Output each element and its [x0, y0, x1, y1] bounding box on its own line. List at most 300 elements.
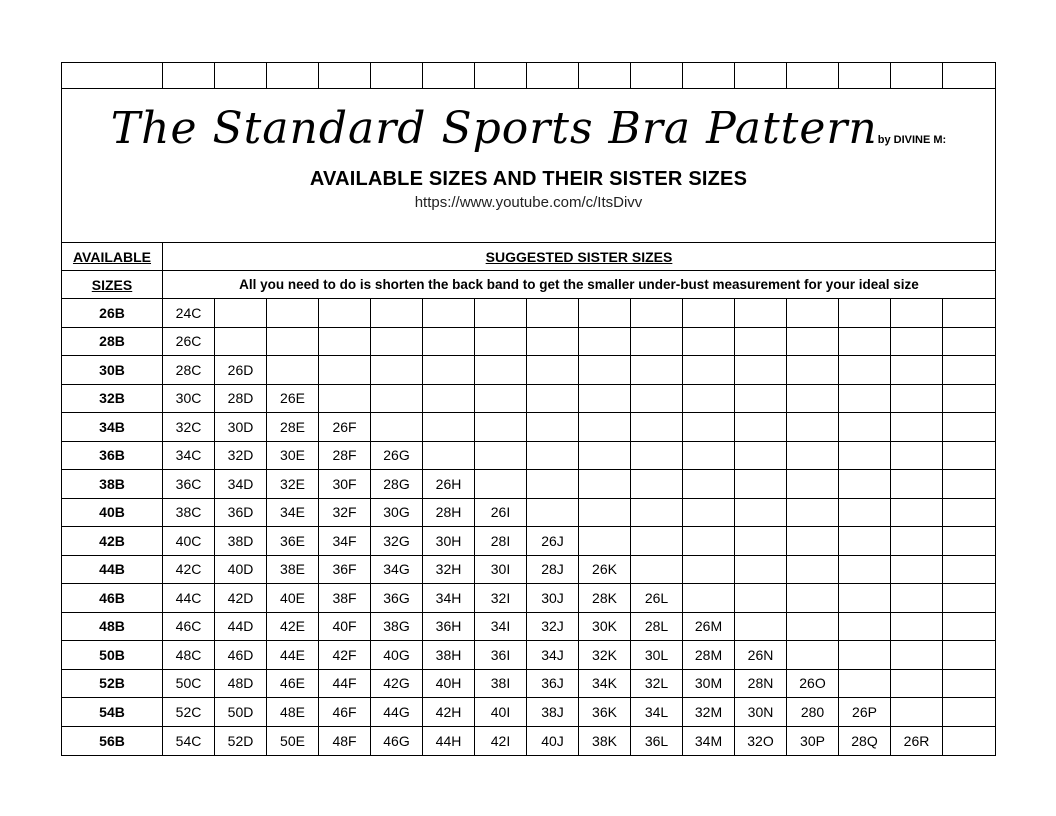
empty-cell [943, 385, 995, 413]
empty-cell [943, 413, 995, 441]
empty-cell [891, 356, 943, 384]
empty-cell [891, 641, 943, 669]
empty-cell [215, 299, 267, 327]
sister-size-cell: 28K [579, 584, 631, 612]
sister-size-cell: 26E [267, 385, 319, 413]
empty-cell [579, 328, 631, 356]
available-size-cell: 46B [62, 584, 163, 612]
empty-cell [631, 499, 683, 527]
empty-cell [891, 470, 943, 498]
sister-size-cell: 52C [163, 698, 215, 726]
empty-cell [787, 527, 839, 555]
empty-cell [891, 385, 943, 413]
available-size-cell: 54B [62, 698, 163, 726]
empty-cell [943, 641, 995, 669]
sister-size-cell: 42C [163, 556, 215, 584]
sister-size-cell: 32M [683, 698, 735, 726]
empty-cell [891, 299, 943, 327]
sister-size-cell: 26R [891, 727, 943, 756]
sister-size-cell: 36E [267, 527, 319, 555]
top-grid-row [62, 63, 995, 89]
empty-cell [735, 499, 787, 527]
empty-cell [319, 385, 371, 413]
empty-cell [839, 328, 891, 356]
empty-cell [475, 442, 527, 470]
empty-cell [475, 413, 527, 441]
empty-cell [735, 613, 787, 641]
sister-size-cell: 34C [163, 442, 215, 470]
empty-cell [735, 470, 787, 498]
sister-size-cell: 48D [215, 670, 267, 698]
empty-cell [787, 556, 839, 584]
sister-size-cell: 34D [215, 470, 267, 498]
empty-cell [631, 470, 683, 498]
sister-size-cell: 44C [163, 584, 215, 612]
sister-size-cell: 46D [215, 641, 267, 669]
sister-size-cell: 36C [163, 470, 215, 498]
sister-size-cell: 26O [787, 670, 839, 698]
empty-cell [631, 556, 683, 584]
page-title-text: The Standard Sports Bra Pattern [110, 103, 878, 154]
sister-size-cell: 32L [631, 670, 683, 698]
sister-size-cell: 32G [371, 527, 423, 555]
sister-size-cell: 46C [163, 613, 215, 641]
sister-size-cell: 46G [371, 727, 423, 756]
table-header-row-2 [62, 271, 995, 299]
sizes-header-cell [62, 271, 163, 298]
top-grid-cell [735, 63, 787, 88]
sister-size-cell: 26N [735, 641, 787, 669]
empty-cell [527, 442, 579, 470]
available-size-cell: 32B [62, 385, 163, 413]
sister-size-cell: 44E [267, 641, 319, 669]
empty-cell [891, 527, 943, 555]
empty-cell [423, 328, 475, 356]
table-row [62, 385, 995, 414]
top-grid-cell [527, 63, 579, 88]
empty-cell [631, 356, 683, 384]
empty-cell [735, 584, 787, 612]
sister-size-cell: 38C [163, 499, 215, 527]
sister-size-cell: 40I [475, 698, 527, 726]
empty-cell [735, 442, 787, 470]
empty-cell [787, 442, 839, 470]
available-size-cell: 34B [62, 413, 163, 441]
sister-size-cell: 32E [267, 470, 319, 498]
sister-size-cell: 50C [163, 670, 215, 698]
sister-size-cell: 50E [267, 727, 319, 756]
empty-cell [683, 356, 735, 384]
table-row [62, 727, 995, 756]
empty-cell [891, 499, 943, 527]
empty-cell [631, 385, 683, 413]
top-grid-cell [839, 63, 891, 88]
empty-cell [839, 499, 891, 527]
empty-cell [683, 299, 735, 327]
document-sheet [61, 62, 996, 756]
sister-size-cell: 30L [631, 641, 683, 669]
empty-cell [839, 299, 891, 327]
empty-cell [683, 556, 735, 584]
sister-size-cell: 32H [423, 556, 475, 584]
top-grid-cell [475, 63, 527, 88]
sister-size-cell: 28C [163, 356, 215, 384]
empty-cell [423, 413, 475, 441]
sister-size-cell: 48E [267, 698, 319, 726]
empty-cell [423, 442, 475, 470]
sister-size-cell: 40C [163, 527, 215, 555]
empty-cell [267, 299, 319, 327]
top-grid-cell [579, 63, 631, 88]
top-grid-cell [215, 63, 267, 88]
empty-cell [371, 413, 423, 441]
sister-size-cell: 30H [423, 527, 475, 555]
empty-cell [423, 356, 475, 384]
empty-cell [683, 584, 735, 612]
empty-cell [527, 499, 579, 527]
page-subtitle: AVAILABLE SIZES AND THEIR SISTER SIZES [309, 168, 748, 190]
empty-cell [943, 328, 995, 356]
sister-size-cell: 36F [319, 556, 371, 584]
empty-cell [735, 527, 787, 555]
sister-size-cell: 30K [579, 613, 631, 641]
sister-size-cell: 32J [527, 613, 579, 641]
empty-cell [579, 385, 631, 413]
empty-cell [683, 470, 735, 498]
sister-size-cell: 28H [423, 499, 475, 527]
sister-size-cell: 30M [683, 670, 735, 698]
empty-cell [579, 356, 631, 384]
empty-cell [943, 698, 995, 726]
empty-cell [475, 356, 527, 384]
sister-size-cell: 36J [527, 670, 579, 698]
sister-size-cell: 26F [319, 413, 371, 441]
empty-cell [891, 328, 943, 356]
empty-cell [839, 556, 891, 584]
empty-cell [527, 413, 579, 441]
sister-size-cell: 26K [579, 556, 631, 584]
empty-cell [891, 670, 943, 698]
available-size-cell: 40B [62, 499, 163, 527]
sister-size-cell: 32O [735, 727, 787, 756]
sister-size-cell: 34E [267, 499, 319, 527]
sister-size-cell: 30C [163, 385, 215, 413]
empty-cell [735, 413, 787, 441]
sister-size-cell: 28J [527, 556, 579, 584]
empty-cell [787, 499, 839, 527]
empty-cell [423, 299, 475, 327]
empty-cell [319, 299, 371, 327]
sister-size-cell: 28Q [839, 727, 891, 756]
sister-size-cell: 26D [215, 356, 267, 384]
empty-cell [735, 385, 787, 413]
top-grid-cell [371, 63, 423, 88]
table-header-row-1 [62, 243, 995, 271]
empty-cell [839, 470, 891, 498]
sister-size-cell: 36D [215, 499, 267, 527]
table-row [62, 613, 995, 642]
available-size-cell: 56B [62, 727, 163, 756]
sister-size-cell: 26P [839, 698, 891, 726]
empty-cell [787, 470, 839, 498]
empty-cell [735, 556, 787, 584]
empty-cell [319, 356, 371, 384]
available-size-cell: 48B [62, 613, 163, 641]
sister-size-cell: 38I [475, 670, 527, 698]
empty-cell [891, 413, 943, 441]
empty-cell [839, 356, 891, 384]
empty-cell [787, 328, 839, 356]
sister-size-cell: 40F [319, 613, 371, 641]
sizes-header-label: SIZES [91, 276, 133, 293]
empty-cell [891, 442, 943, 470]
top-grid-cell [787, 63, 839, 88]
empty-cell [683, 527, 735, 555]
sister-size-cell: 38H [423, 641, 475, 669]
empty-cell [215, 328, 267, 356]
empty-cell [943, 499, 995, 527]
table-row [62, 527, 995, 556]
top-grid-cell [163, 63, 215, 88]
sister-size-cell: 34G [371, 556, 423, 584]
empty-cell [943, 299, 995, 327]
available-size-cell: 38B [62, 470, 163, 498]
sister-size-cell: 28N [735, 670, 787, 698]
sister-size-cell: 34M [683, 727, 735, 756]
empty-cell [631, 299, 683, 327]
top-grid-cell [683, 63, 735, 88]
empty-cell [475, 328, 527, 356]
top-grid-cell [943, 63, 995, 88]
table-row [62, 556, 995, 585]
sister-size-cell: 24C [163, 299, 215, 327]
sister-size-cell: 26L [631, 584, 683, 612]
sister-size-cell: 30I [475, 556, 527, 584]
table-row [62, 499, 995, 528]
empty-cell [683, 328, 735, 356]
empty-cell [475, 385, 527, 413]
empty-cell [371, 356, 423, 384]
sister-size-cell: 26H [423, 470, 475, 498]
sister-size-cell: 42G [371, 670, 423, 698]
available-header-cell [62, 243, 163, 270]
empty-cell [631, 527, 683, 555]
empty-cell [943, 670, 995, 698]
sister-size-cell: 26C [163, 328, 215, 356]
sister-size-cell: 36L [631, 727, 683, 756]
empty-cell [267, 356, 319, 384]
sister-size-cell: 34K [579, 670, 631, 698]
table-row [62, 698, 995, 727]
empty-cell [787, 299, 839, 327]
sister-size-cell: 36I [475, 641, 527, 669]
title-box [62, 89, 995, 243]
sister-size-cell: 28F [319, 442, 371, 470]
empty-cell [527, 385, 579, 413]
available-size-cell: 52B [62, 670, 163, 698]
sister-size-cell: 30D [215, 413, 267, 441]
empty-cell [579, 527, 631, 555]
empty-cell [787, 641, 839, 669]
table-row [62, 299, 995, 328]
sister-size-cell: 34H [423, 584, 475, 612]
empty-cell [839, 413, 891, 441]
available-size-cell: 44B [62, 556, 163, 584]
empty-cell [839, 527, 891, 555]
sister-size-cell: 42E [267, 613, 319, 641]
top-grid-cell [423, 63, 475, 88]
sister-size-cell: 40G [371, 641, 423, 669]
table-row [62, 413, 995, 442]
empty-cell [839, 584, 891, 612]
sister-size-cell: 48F [319, 727, 371, 756]
sister-size-cell: 34F [319, 527, 371, 555]
empty-cell [579, 413, 631, 441]
empty-cell [683, 385, 735, 413]
top-grid-cell [319, 63, 371, 88]
empty-cell [839, 670, 891, 698]
sister-size-cell: 28I [475, 527, 527, 555]
available-size-cell: 28B [62, 328, 163, 356]
sister-size-cell: 42I [475, 727, 527, 756]
table-row [62, 442, 995, 471]
empty-cell [683, 413, 735, 441]
empty-cell [371, 385, 423, 413]
sister-size-cell: 30G [371, 499, 423, 527]
page-title [62, 101, 995, 156]
empty-cell [527, 356, 579, 384]
empty-cell [787, 613, 839, 641]
sister-size-cell: 28G [371, 470, 423, 498]
sister-size-cell: 42F [319, 641, 371, 669]
empty-cell [943, 584, 995, 612]
sister-size-cell: 38G [371, 613, 423, 641]
empty-cell [527, 299, 579, 327]
sister-size-cell: 34L [631, 698, 683, 726]
sister-size-cell: 36K [579, 698, 631, 726]
top-grid-cell [631, 63, 683, 88]
empty-cell [943, 613, 995, 641]
empty-cell [371, 299, 423, 327]
empty-cell [319, 328, 371, 356]
empty-cell [943, 470, 995, 498]
empty-cell [683, 442, 735, 470]
sister-size-cell: 40E [267, 584, 319, 612]
empty-cell [891, 698, 943, 726]
top-grid-cell [891, 63, 943, 88]
sister-size-cell: 38K [579, 727, 631, 756]
sister-size-cell: 38J [527, 698, 579, 726]
sister-size-cell: 40D [215, 556, 267, 584]
top-grid-cell [267, 63, 319, 88]
sister-size-cell: 32F [319, 499, 371, 527]
sister-size-cell: 44F [319, 670, 371, 698]
empty-cell [787, 413, 839, 441]
sister-size-cell: 30N [735, 698, 787, 726]
empty-cell [527, 470, 579, 498]
empty-cell [475, 299, 527, 327]
empty-cell [943, 356, 995, 384]
empty-cell [787, 356, 839, 384]
empty-cell [579, 499, 631, 527]
empty-cell [787, 385, 839, 413]
table-row [62, 584, 995, 613]
empty-cell [839, 641, 891, 669]
empty-cell [579, 442, 631, 470]
top-grid-cell [62, 63, 163, 88]
sister-size-cell: 30J [527, 584, 579, 612]
empty-cell [891, 584, 943, 612]
sister-size-cell: 32C [163, 413, 215, 441]
sister-size-cell: 42H [423, 698, 475, 726]
sister-size-cell: 42D [215, 584, 267, 612]
empty-cell [735, 328, 787, 356]
sister-size-cell: 38E [267, 556, 319, 584]
sister-size-cell: 34I [475, 613, 527, 641]
size-table-body [62, 299, 995, 755]
sister-size-cell: 46F [319, 698, 371, 726]
sister-size-cell: 32D [215, 442, 267, 470]
youtube-url: https://www.youtube.com/c/ItsDivv [414, 194, 643, 211]
empty-cell [891, 613, 943, 641]
available-size-cell: 50B [62, 641, 163, 669]
sister-size-cell: 46E [267, 670, 319, 698]
sister-size-cell: 280 [787, 698, 839, 726]
sister-sizes-header-label: SUGGESTED SISTER SIZES [485, 248, 673, 265]
empty-cell [735, 356, 787, 384]
sister-size-cell: 54C [163, 727, 215, 756]
available-size-cell: 30B [62, 356, 163, 384]
sister-size-cell: 40H [423, 670, 475, 698]
empty-cell [371, 328, 423, 356]
empty-cell [943, 556, 995, 584]
sister-size-cell: 32I [475, 584, 527, 612]
sister-size-cell: 48C [163, 641, 215, 669]
sister-size-cell: 36G [371, 584, 423, 612]
table-row [62, 356, 995, 385]
sister-size-cell: 30P [787, 727, 839, 756]
sister-size-cell: 44D [215, 613, 267, 641]
empty-cell [839, 385, 891, 413]
table-row [62, 328, 995, 357]
sister-size-cell: 36H [423, 613, 475, 641]
sister-size-cell: 38F [319, 584, 371, 612]
empty-cell [943, 727, 995, 756]
sister-size-cell: 26J [527, 527, 579, 555]
empty-cell [943, 527, 995, 555]
empty-cell [787, 584, 839, 612]
sister-size-cell: 40J [527, 727, 579, 756]
sister-size-cell: 32K [579, 641, 631, 669]
empty-cell [475, 470, 527, 498]
table-row [62, 670, 995, 699]
sister-size-cell: 30E [267, 442, 319, 470]
sister-size-cell: 26I [475, 499, 527, 527]
sister-size-cell: 26G [371, 442, 423, 470]
empty-cell [631, 442, 683, 470]
byline: by DIVINE M: [877, 134, 947, 146]
sister-size-cell: 30F [319, 470, 371, 498]
empty-cell [423, 385, 475, 413]
empty-cell [891, 556, 943, 584]
empty-cell [267, 328, 319, 356]
sister-size-cell: 52D [215, 727, 267, 756]
sister-size-cell: 44H [423, 727, 475, 756]
sister-size-cell: 26M [683, 613, 735, 641]
sister-size-cell: 28E [267, 413, 319, 441]
available-size-cell: 36B [62, 442, 163, 470]
sister-sizes-header-cell [163, 243, 995, 270]
